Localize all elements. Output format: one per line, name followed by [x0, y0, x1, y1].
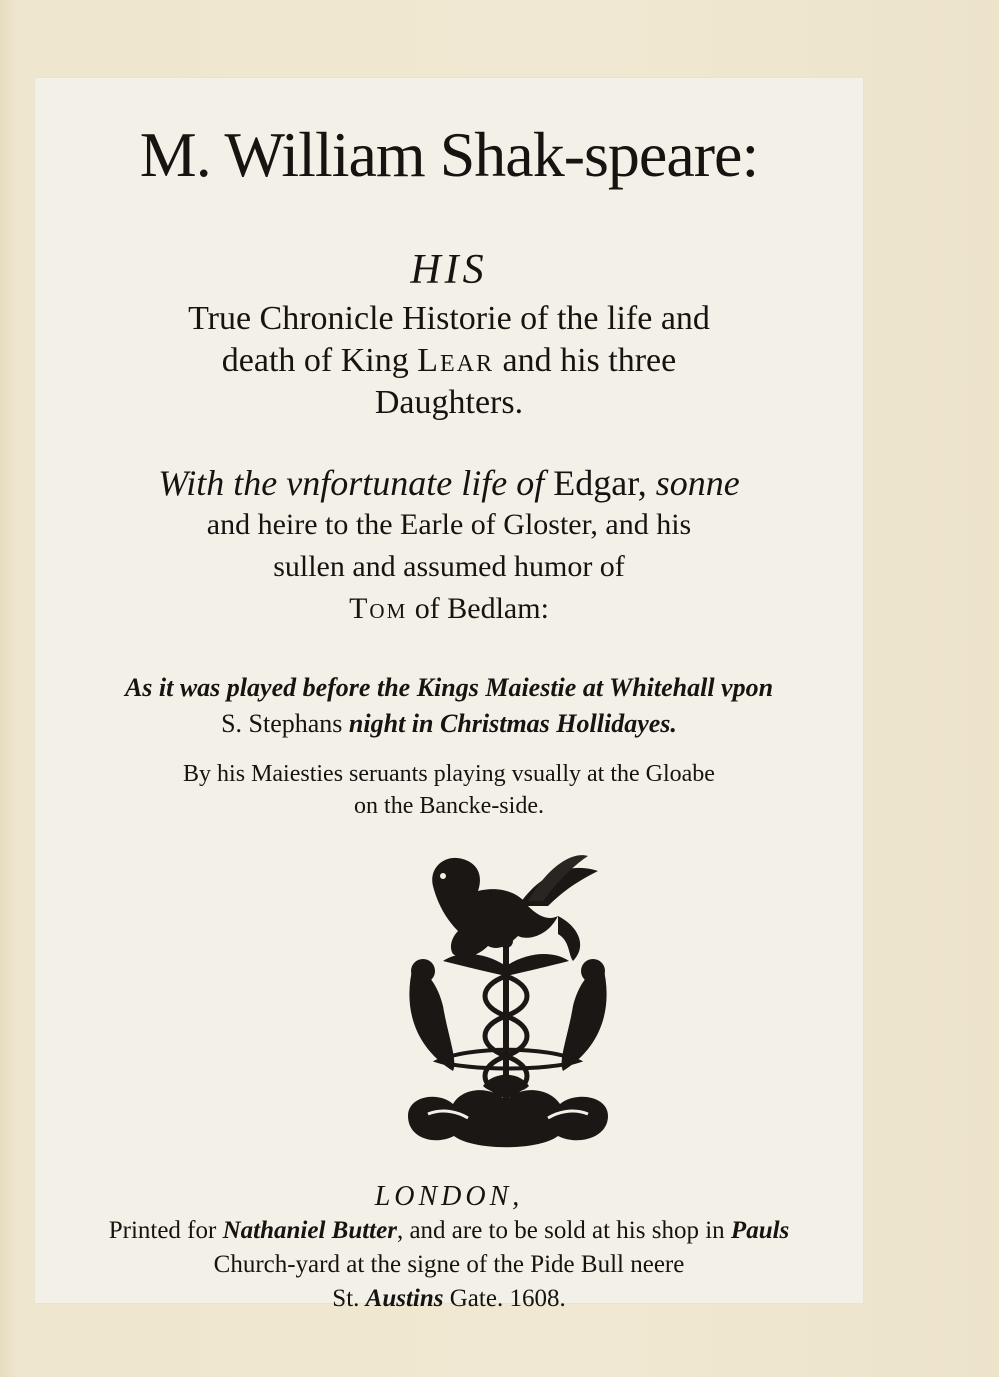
imprint-line-4a: St. [332, 1285, 366, 1312]
title-page-plate [35, 78, 863, 1312]
performance-line-2 [35, 706, 863, 742]
edgar-line-4b: of Bedlam: [407, 592, 549, 625]
edgar-name: Edgar, [553, 463, 656, 503]
subtitle-line-1: True Chronicle Historie of the life and [188, 300, 710, 337]
imprint-line-2c: , and are to be sold at his shop in [396, 1217, 731, 1244]
imprint-line-3: Church-yard at the signe of the Pide Bull neere [213, 1251, 685, 1278]
imprint-pauls: Pauls [730, 1217, 790, 1244]
tom-name: Tom [349, 592, 408, 625]
subtitle-line-2c: and his three [494, 342, 677, 379]
printer-name: Nathaniel Butter [222, 1217, 397, 1244]
pegasus-printers-device-icon [398, 846, 618, 1156]
imprint-austins: Austins [365, 1285, 444, 1312]
page-title: M. William Shak-speare: [139, 119, 759, 190]
subtitle-line-2 [35, 340, 863, 382]
edgar-line-3: sullen and assumed humor of [273, 550, 625, 583]
performance-line-2a: S. Stephans [221, 709, 349, 738]
imprint-line-2 [35, 1214, 863, 1248]
imprint-line-2a: Printed for [108, 1217, 223, 1244]
edgar-line-1 [35, 462, 863, 504]
edgar-line-2: and heire to the Earle of Gloster, and his [206, 508, 692, 541]
performance-block [35, 670, 863, 742]
edgar-line-4 [35, 588, 863, 630]
imprint-date: Gate. 1608. [443, 1285, 566, 1312]
edgar-line-1-sonne: sonne [655, 463, 740, 503]
subtitle-line-2a: death of King [221, 342, 418, 379]
performance-line-1: As it was played before the Kings Maiestie at Whitehall vpon [124, 673, 774, 702]
his-heading: HIS [410, 247, 488, 293]
servants-line-2: on the Bancke-side. [354, 793, 544, 819]
performance-line-2b: night in Christmas Hollidayes. [348, 709, 677, 738]
imprint-london: LONDON, [374, 1181, 524, 1212]
edgar-line-1-italic: With the vnfortunate life of [158, 463, 554, 503]
edgar-block [35, 462, 863, 630]
imprint-line-4 [35, 1282, 863, 1316]
imprint-block [35, 1180, 863, 1316]
subtitle-block [35, 298, 863, 424]
servants-line-1: By his Maiesties seruants playing vsually at the Gloabe [183, 761, 715, 787]
subtitle-line-3: Daughters. [374, 384, 524, 421]
servants-block [35, 758, 863, 822]
king-name: Lear [417, 342, 494, 379]
